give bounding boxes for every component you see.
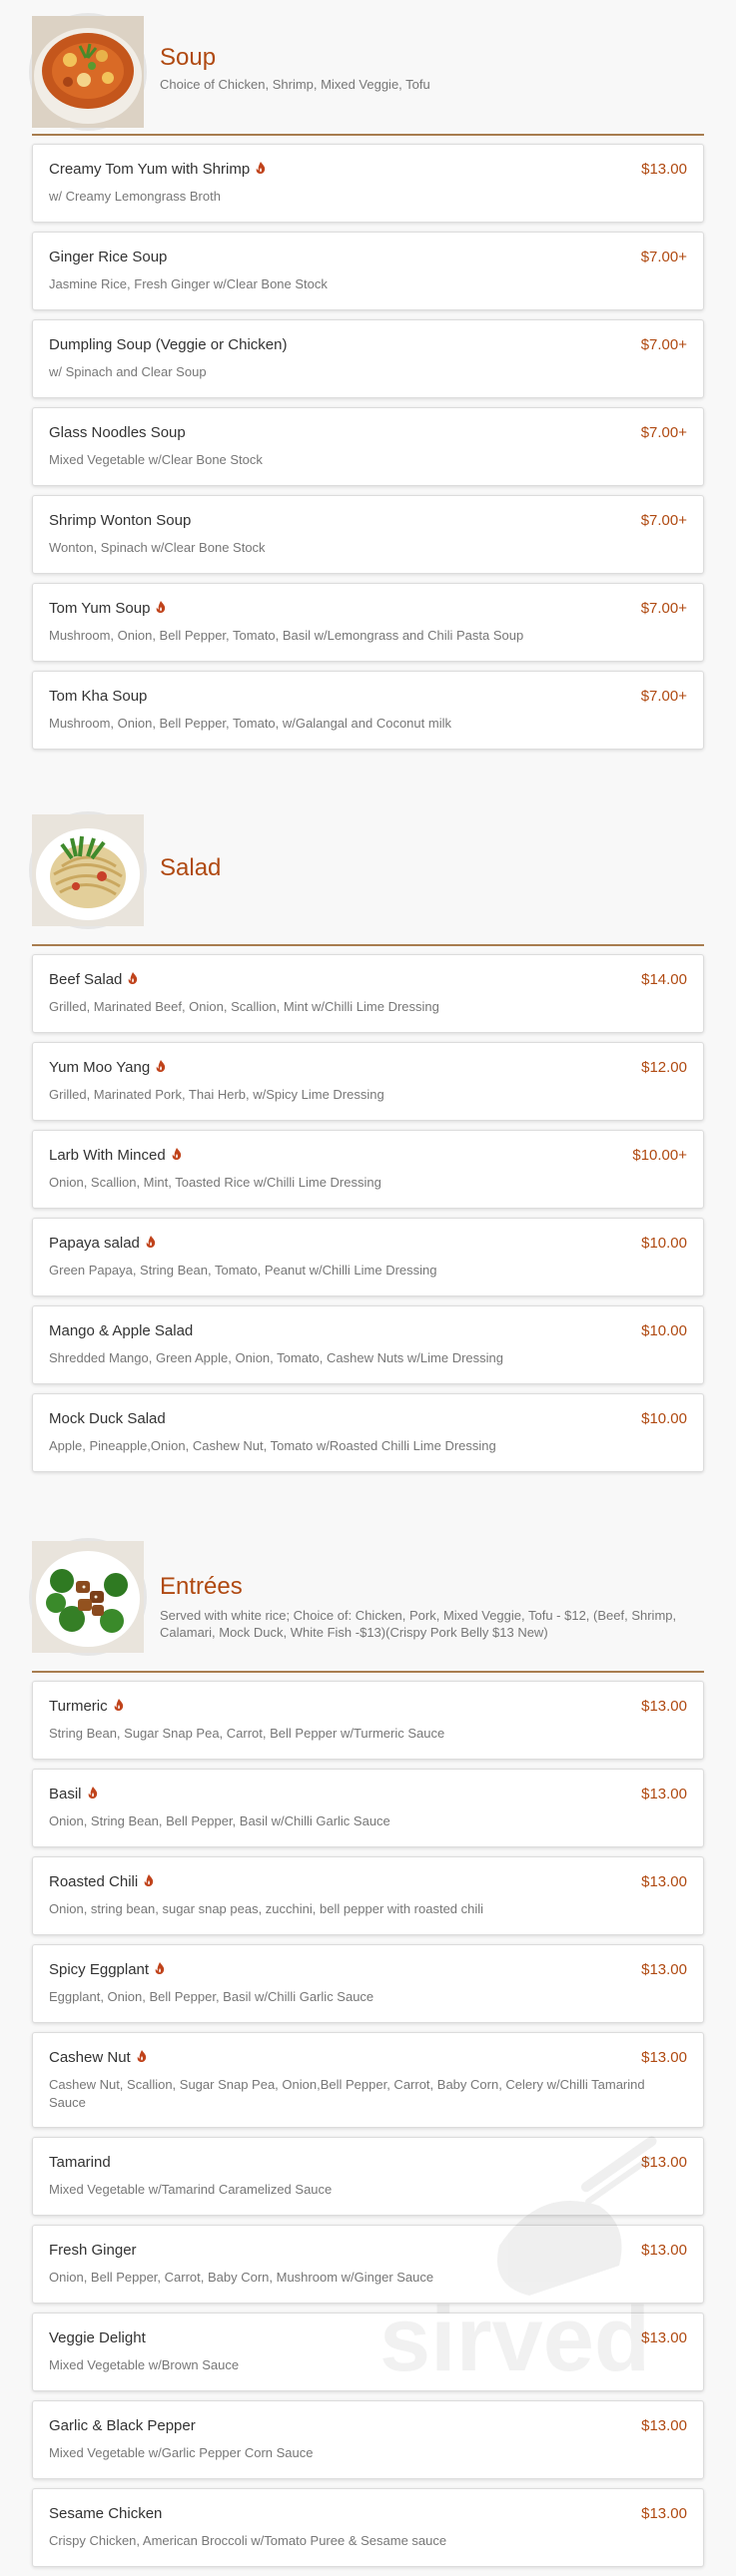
item-name: [49, 1147, 183, 1165]
item-list: [0, 144, 736, 750]
item-price: $13.00: [641, 2154, 687, 2171]
item-description: w/ Creamy Lemongrass Broth: [49, 189, 221, 204]
item-description: Jasmine Rice, Fresh Ginger w/Clear Bone Stock: [49, 276, 328, 291]
item-name: [49, 2049, 148, 2067]
item-name: [49, 1235, 157, 1253]
item-name-text: Ginger Rice Soup: [49, 249, 168, 265]
item-description: w/ Spinach and Clear Soup: [49, 364, 207, 379]
item-name-text: Glass Noodles Soup: [49, 424, 186, 441]
entree-plate-icon: [32, 1541, 144, 1653]
item-name-text: Tom Kha Soup: [49, 688, 148, 705]
item-name: [49, 336, 287, 353]
item-name: [49, 1059, 167, 1077]
chili-pepper-icon: [154, 1961, 166, 1979]
item-description: Mushroom, Onion, Bell Pepper, Tomato, w/Galangal and Coconut milk: [49, 716, 451, 731]
section-salad: [0, 798, 736, 1481]
menu-item-card[interactable]: [32, 2225, 704, 2304]
item-name-text: Dumpling Soup (Veggie or Chicken): [49, 336, 288, 353]
section-title: Entrées: [160, 1573, 243, 1600]
item-price: $10.00: [641, 1235, 687, 1252]
item-name: [49, 1698, 125, 1716]
section-description: Served with white rice; Choice of: Chicken, Pork, Mixed Veggie, Tofu - $12, (Beef, Shrimp, Calamari, Mock Duck, White Fish -$13)(Crispy Pork Belly $13 New): [160, 1608, 677, 1640]
item-description: Onion, String Bean, Bell Pepper, Basil w/Chilli Garlic Sauce: [49, 1813, 390, 1828]
item-price: $10.00+: [632, 1147, 687, 1164]
menu-item-card[interactable]: [32, 1130, 704, 1209]
item-description: Mixed Vegetable w/Brown Sauce: [49, 2357, 240, 2372]
item-name-text: Cashew Nut: [49, 2049, 131, 2066]
item-name: [49, 688, 147, 705]
item-price: $13.00: [641, 2329, 687, 2346]
item-name: [49, 2242, 137, 2259]
item-description: Green Papaya, String Bean, Tomato, Peanut w/Chilli Lime Dressing: [49, 1263, 437, 1278]
chili-pepper-icon: [127, 971, 139, 989]
item-name-text: Yum Moo Yang: [49, 1059, 151, 1076]
item-price: $7.00+: [640, 336, 687, 353]
menu-item-card[interactable]: [32, 671, 704, 750]
item-description: Cashew Nut, Scallion, Sugar Snap Pea, Onion,Bell Pepper, Carrot, Baby Corn, Celery w/Chilli Tamarind Sauce: [49, 2077, 645, 2110]
section-header: [32, 1521, 704, 1673]
item-name: [49, 1873, 155, 1891]
item-name-text: Mock Duck Salad: [49, 1410, 166, 1427]
chili-pepper-icon: [255, 161, 267, 179]
item-description: Mushroom, Onion, Bell Pepper, Tomato, Basil w/Lemongrass and Chili Pasta Soup: [49, 628, 524, 643]
item-price: $13.00: [641, 2505, 687, 2522]
item-name-text: Sesame Chicken: [49, 2505, 163, 2522]
menu-item-card[interactable]: [32, 583, 704, 662]
item-name-text: Mango & Apple Salad: [49, 1322, 194, 1339]
item-description: Grilled, Marinated Pork, Thai Herb, w/Spicy Lime Dressing: [49, 1087, 384, 1102]
item-name: [49, 249, 167, 265]
item-description: Grilled, Marinated Beef, Onion, Scallion, Mint w/Chilli Lime Dressing: [49, 999, 439, 1014]
section-header: [32, 8, 704, 136]
item-description: String Bean, Sugar Snap Pea, Carrot, Bell Pepper w/Turmeric Sauce: [49, 1726, 445, 1741]
chili-pepper-icon: [145, 1235, 157, 1253]
item-name: [49, 424, 186, 441]
section-soup: [0, 8, 736, 759]
chili-pepper-icon: [113, 1698, 125, 1716]
item-name: [49, 2154, 111, 2171]
item-list: [0, 1681, 736, 2567]
menu-item-card[interactable]: [32, 407, 704, 486]
menu-item-card[interactable]: [32, 2488, 704, 2567]
menu-item-card[interactable]: [32, 2032, 704, 2128]
section-entr-es: [0, 1521, 736, 2576]
item-name: [49, 2417, 196, 2434]
item-name: [49, 1410, 166, 1427]
item-name-text: Garlic & Black Pepper: [49, 2417, 196, 2434]
item-name: [49, 1961, 166, 1979]
item-name: [49, 600, 167, 618]
menu-item-card[interactable]: [32, 1944, 704, 2023]
item-price: $13.00: [641, 161, 687, 178]
section-header: [32, 798, 704, 946]
item-price: $13.00: [641, 1698, 687, 1715]
menu-item-card[interactable]: [32, 144, 704, 223]
section-title: Salad: [160, 854, 222, 881]
menu-item-card[interactable]: [32, 232, 704, 310]
item-name-text: Spicy Eggplant: [49, 1961, 150, 1978]
item-price: $13.00: [641, 1786, 687, 1803]
item-price: $7.00+: [640, 424, 687, 441]
item-list: [0, 954, 736, 1472]
menu-item-card[interactable]: [32, 2313, 704, 2391]
item-description: Onion, Scallion, Mint, Toasted Rice w/Chilli Lime Dressing: [49, 1175, 381, 1190]
item-description: Eggplant, Onion, Bell Pepper, Basil w/Chilli Garlic Sauce: [49, 1989, 374, 2004]
item-price: $12.00: [641, 1059, 687, 1076]
item-name-text: Basil: [49, 1786, 82, 1803]
menu-item-card[interactable]: [32, 1393, 704, 1472]
chili-pepper-icon: [171, 1147, 183, 1165]
item-price: $7.00+: [640, 512, 687, 529]
item-description: Onion, string bean, sugar snap peas, zucchini, bell pepper with roasted chili: [49, 1901, 484, 1916]
item-price: $13.00: [641, 2049, 687, 2066]
item-price: $7.00+: [640, 249, 687, 265]
menu-item-card[interactable]: [32, 319, 704, 398]
menu-item-card[interactable]: [32, 954, 704, 1033]
item-name: [49, 2329, 146, 2346]
item-description: Mixed Vegetable w/Garlic Pepper Corn Sauce: [49, 2445, 314, 2460]
item-name-text: Roasted Chili: [49, 1873, 139, 1890]
item-name-text: Tom Yum Soup: [49, 600, 151, 617]
menu-item-card[interactable]: [32, 1769, 704, 1847]
item-price: $13.00: [641, 2242, 687, 2259]
item-name: [49, 971, 139, 989]
item-description: Shredded Mango, Green Apple, Onion, Tomato, Cashew Nuts w/Lime Dressing: [49, 1350, 503, 1365]
item-description: Wonton, Spinach w/Clear Bone Stock: [49, 540, 266, 555]
item-name: [49, 2505, 162, 2522]
item-name-text: Creamy Tom Yum with Shrimp: [49, 161, 251, 178]
item-description: Onion, Bell Pepper, Carrot, Baby Corn, Mushroom w/Ginger Sauce: [49, 2270, 434, 2285]
item-price: $13.00: [641, 1961, 687, 1978]
item-price: $7.00+: [640, 600, 687, 617]
menu-item-card[interactable]: [32, 1218, 704, 1296]
soup-bowl-icon: [32, 16, 144, 128]
chili-pepper-icon: [155, 600, 167, 618]
chili-pepper-icon: [87, 1786, 99, 1803]
section-title: Soup: [160, 44, 217, 71]
item-name: [49, 512, 191, 529]
item-name-text: Beef Salad: [49, 971, 123, 988]
item-price: $14.00: [641, 971, 687, 988]
menu-item-card[interactable]: [32, 495, 704, 574]
item-name-text: Tamarind: [49, 2154, 111, 2171]
item-name-text: Turmeric: [49, 1698, 108, 1715]
item-name: [49, 161, 267, 179]
item-price: $13.00: [641, 1873, 687, 1890]
item-name-text: Larb With Minced: [49, 1147, 166, 1164]
chili-pepper-icon: [136, 2049, 148, 2067]
item-name-text: Shrimp Wonton Soup: [49, 512, 192, 529]
menu-item-card[interactable]: [32, 2137, 704, 2216]
item-price: $10.00: [641, 1322, 687, 1339]
item-description: Apple, Pineapple,Onion, Cashew Nut, Tomato w/Roasted Chilli Lime Dressing: [49, 1438, 496, 1453]
chili-pepper-icon: [155, 1059, 167, 1077]
item-price: $7.00+: [640, 688, 687, 705]
item-name: [49, 1322, 193, 1339]
menu-item-card[interactable]: [32, 1042, 704, 1121]
item-name-text: Papaya salad: [49, 1235, 140, 1252]
item-description: Crispy Chicken, American Broccoli w/Tomato Puree & Sesame sauce: [49, 2533, 447, 2548]
menu-item-card[interactable]: [32, 2400, 704, 2479]
chili-pepper-icon: [143, 1873, 155, 1891]
item-description: Mixed Vegetable w/Clear Bone Stock: [49, 452, 263, 467]
section-description: Choice of Chicken, Shrimp, Mixed Veggie, Tofu: [160, 77, 430, 92]
item-name-text: Fresh Ginger: [49, 2242, 137, 2259]
menu-item-card[interactable]: [32, 1681, 704, 1760]
salad-plate-icon: [32, 814, 144, 926]
item-name: [49, 1786, 99, 1803]
menu-item-card[interactable]: [32, 1856, 704, 1935]
item-price: $13.00: [641, 2417, 687, 2434]
item-name-text: Veggie Delight: [49, 2329, 146, 2346]
item-description: Mixed Vegetable w/Tamarind Caramelized Sauce: [49, 2182, 333, 2197]
menu-item-card[interactable]: [32, 1305, 704, 1384]
item-price: $10.00: [641, 1410, 687, 1427]
